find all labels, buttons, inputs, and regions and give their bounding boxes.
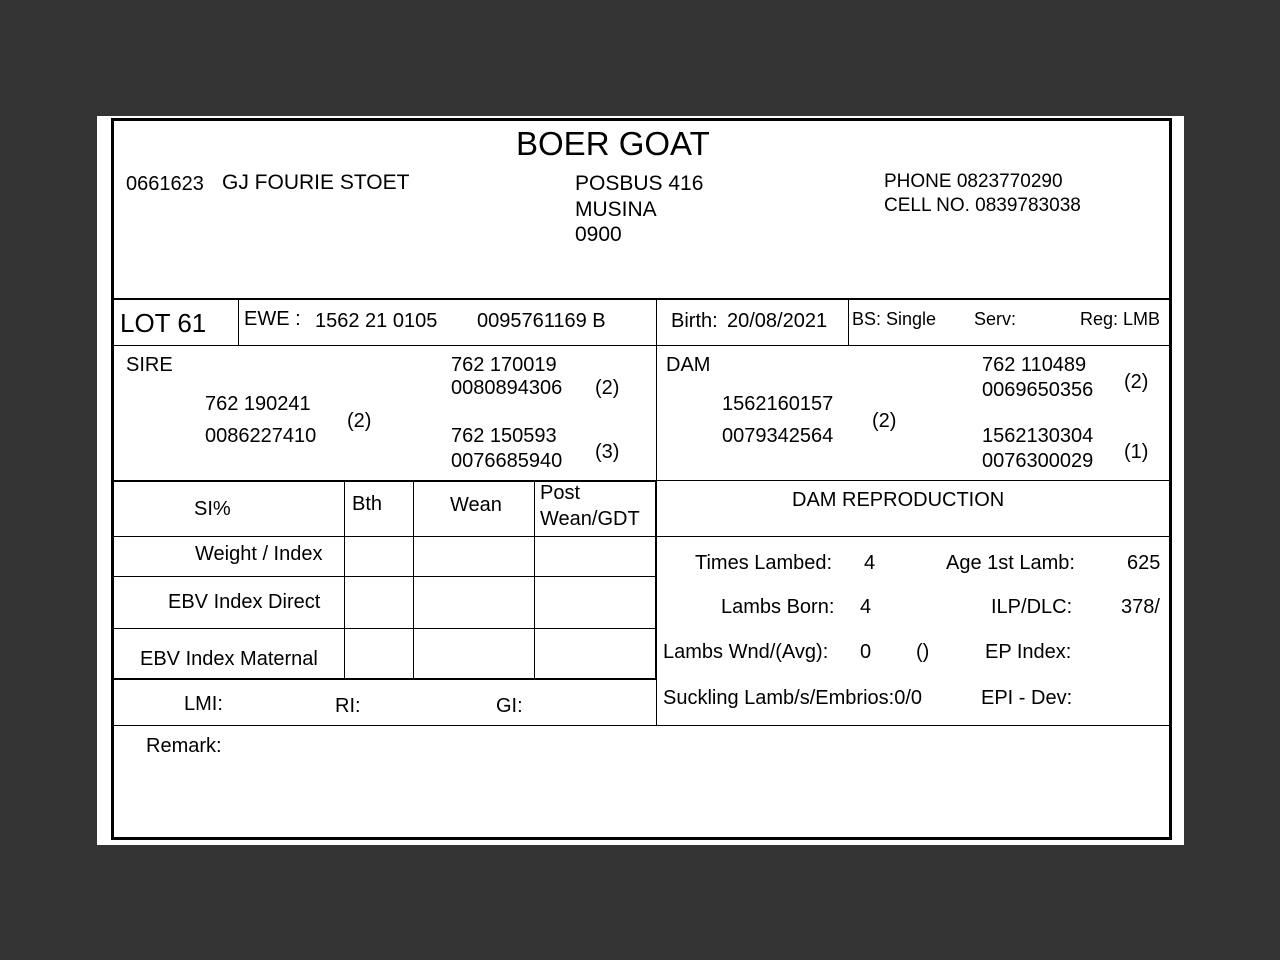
dam-reproduction-title: DAM REPRODUCTION <box>792 489 1005 511</box>
dam-dam-count: (1) <box>1124 441 1149 463</box>
birth-label: Birth: <box>671 310 718 332</box>
divider <box>656 345 657 481</box>
divider <box>534 481 535 679</box>
divider <box>113 628 657 629</box>
lot-label: LOT 61 <box>120 308 207 338</box>
suckling-lambs: Suckling Lamb/s/Embrios:0/0 <box>663 687 923 709</box>
column-header-wean-gdt: Wean/GDT <box>540 508 640 530</box>
lambs-weaned-label: Lambs Wnd/(Avg): <box>663 641 829 663</box>
row-label-ebv-direct: EBV Index Direct <box>168 591 321 613</box>
divider <box>113 536 1172 537</box>
remark-label: Remark: <box>146 735 222 757</box>
sire-dam-id: 762 150593 <box>451 425 557 447</box>
breeder-number: 0661623 <box>126 173 204 195</box>
divider <box>113 345 1172 346</box>
divider <box>238 299 239 345</box>
ep-index-label: EP Index: <box>985 641 1072 663</box>
ri-label: RI: <box>335 695 361 717</box>
row-label-weight-index: Weight / Index <box>195 543 323 565</box>
registration: Reg: LMB <box>1080 309 1161 329</box>
column-header-bth: Bth <box>352 493 383 515</box>
lmi-label: LMI: <box>184 693 223 715</box>
address-line-3: 0900 <box>575 223 622 246</box>
serv-label: Serv: <box>974 309 1017 329</box>
sire-dam-count: (3) <box>595 441 620 463</box>
dam-sire-count: (2) <box>1124 371 1149 393</box>
dam-sire-id: 762 110489 <box>982 354 1087 376</box>
row-label-ebv-maternal: EBV Index Maternal <box>140 648 318 670</box>
dam-dam-number: 0076300029 <box>982 450 1094 472</box>
ewe-label: EWE : <box>244 308 301 330</box>
sire-count: (2) <box>347 410 372 432</box>
ilp-dlc-label: ILP/DLC: <box>991 596 1073 618</box>
divider <box>344 481 345 679</box>
divider <box>848 299 849 345</box>
lot-card <box>111 118 1172 840</box>
birth-status: BS: Single <box>852 309 937 329</box>
divider <box>113 298 1172 300</box>
dam-id: 1562160157 <box>722 393 834 415</box>
column-header-wean: Wean <box>450 494 502 516</box>
divider <box>656 679 657 726</box>
sire-sire-id: 762 170019 <box>451 354 557 376</box>
breeder-name: GJ FOURIE STOET <box>222 171 410 194</box>
card-title: BOER GOAT <box>516 125 710 162</box>
sire-dam-number: 0076685940 <box>451 450 563 472</box>
divider <box>657 480 1172 481</box>
column-header-post: Post <box>540 482 581 504</box>
gi-label: GI: <box>496 695 523 717</box>
ewe-number: 0095761169 B <box>477 310 606 332</box>
lambs-weaned-value: 0 <box>860 641 872 663</box>
ilp-dlc-value: 378/ <box>1121 596 1160 618</box>
sire-number: 0086227410 <box>205 425 317 447</box>
address-line-1: POSBUS 416 <box>575 172 704 195</box>
sire-sire-number: 0080894306 <box>451 377 563 399</box>
divider <box>655 481 657 679</box>
sire-label: SIRE <box>126 354 173 376</box>
lambs-weaned-average: () <box>916 641 930 663</box>
divider <box>656 299 657 345</box>
epi-dev-label: EPI - Dev: <box>981 687 1073 709</box>
dam-sire-number: 0069650356 <box>982 379 1094 401</box>
lambs-born-value: 4 <box>860 596 872 618</box>
si-label: SI% <box>194 498 231 520</box>
birth-date: 20/08/2021 <box>727 310 828 332</box>
sire-sire-count: (2) <box>595 377 620 399</box>
divider <box>113 576 657 577</box>
divider <box>113 678 657 680</box>
age-first-lamb-value: 625 <box>1127 552 1161 574</box>
cell-number: CELL NO. 0839783038 <box>884 195 1081 216</box>
lambs-born-label: Lambs Born: <box>721 596 835 618</box>
address-line-2: MUSINA <box>575 198 657 221</box>
phone-number: PHONE 0823770290 <box>884 171 1063 192</box>
sire-id: 762 190241 <box>205 393 311 415</box>
divider <box>413 481 414 679</box>
dam-label: DAM <box>666 354 711 376</box>
dam-count: (2) <box>872 410 897 432</box>
times-lambed-label: Times Lambed: <box>695 552 833 574</box>
ewe-id: 1562 21 0105 <box>315 310 438 332</box>
divider <box>113 725 1172 726</box>
dam-number: 0079342564 <box>722 425 834 447</box>
times-lambed-value: 4 <box>864 552 876 574</box>
dam-dam-id: 1562130304 <box>982 425 1094 447</box>
age-first-lamb-label: Age 1st Lamb: <box>946 552 1075 574</box>
